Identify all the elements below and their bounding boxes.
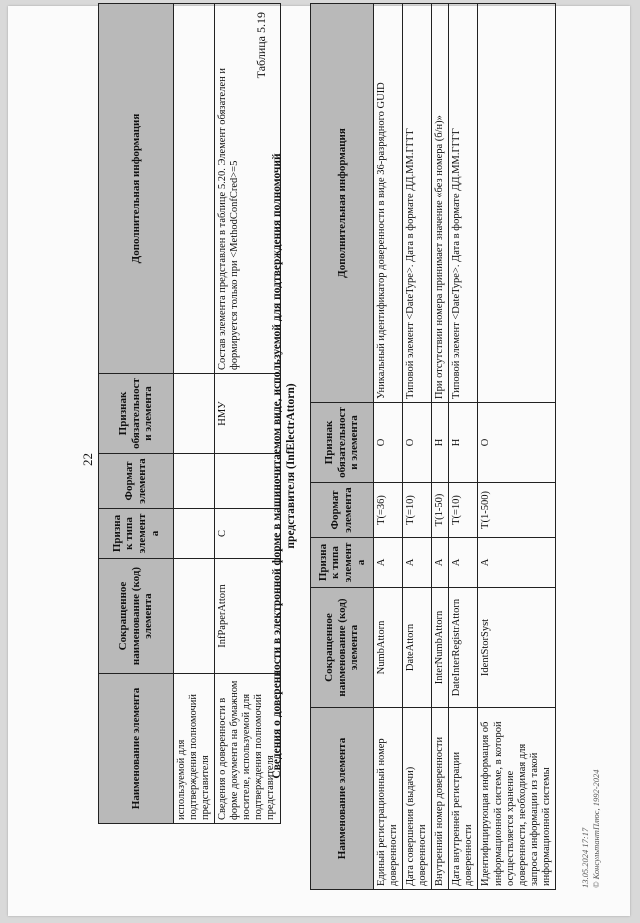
table-cell: [174, 559, 215, 674]
header-cell: Признак типа элемента: [99, 509, 174, 559]
header-cell: Наименование элемента: [311, 708, 374, 890]
table-cell: А: [403, 538, 432, 588]
header-cell: Признак обязательности элемента: [99, 374, 174, 454]
header-cell: Дополнительная информация: [311, 4, 374, 403]
table-row: [449, 4, 478, 890]
header-cell: Формат элемента: [311, 483, 374, 538]
stamp-date: 13.05.2024 17:17: [580, 827, 590, 888]
table-cell: InterNumbAttorn: [432, 588, 449, 708]
table-cell: [174, 4, 215, 374]
table-cell: T(=10): [449, 483, 478, 538]
table-cell: [174, 509, 215, 559]
table-cell: [174, 454, 215, 509]
header-cell: Дополнительная информация: [99, 4, 174, 374]
header-cell: Признак обязательности элемента: [311, 403, 374, 483]
table-cell: О: [478, 403, 555, 483]
table-header-row: [311, 4, 374, 890]
table-cell: T(=36): [374, 483, 403, 538]
document-page: [8, 6, 630, 916]
table-cell: Типовой элемент <DateType>. Дата в формате ДД.ММ.ГГГГ: [403, 4, 432, 403]
table-cell: T(1-500): [478, 483, 555, 538]
table-cell: Идентифицирующая информация об информационной системе, в которой осуществляется хранение доверенности, необходимая для запроса информации из такой информационной системы: [478, 708, 555, 890]
table-cell: Типовой элемент <DateType>. Дата в формате ДД.ММ.ГГГГ: [449, 4, 478, 403]
table-cell: используемой для подтверждения полномочий представителя: [174, 674, 215, 824]
table-cell: T(1-50): [432, 483, 449, 538]
table-cell: А: [432, 538, 449, 588]
table-cell: Дата совершения (выдачи) доверенности: [403, 708, 432, 890]
header-cell: Формат элемента: [99, 454, 174, 509]
table-cell: NumbAttorn: [374, 588, 403, 708]
table-caption: Таблица 5.19: [254, 12, 268, 79]
table-cell: При отсутствии номера принимает значение «без номера (б/н)»: [432, 4, 449, 403]
table-row: [432, 4, 449, 890]
table-cell: А: [449, 538, 478, 588]
table-cell: Дата внутренней регистрации доверенности: [449, 708, 478, 890]
table-cell: Сведения о доверенности в форме документа на бумажном носителе, используемой для подтверждения полномочий представителя: [215, 674, 280, 824]
table-cell: О: [403, 403, 432, 483]
header-cell: Сокращенное наименование (код) элемента: [99, 559, 174, 674]
table-cell: Внутренний номер доверенности: [432, 708, 449, 890]
table-cell: О: [374, 403, 403, 483]
table-cell: DateAttorn: [403, 588, 432, 708]
table-cell: Н: [449, 403, 478, 483]
rotated-content: [8, 6, 630, 916]
table-cell: С: [215, 509, 280, 559]
table-cell: А: [374, 538, 403, 588]
table-cell: T(=10): [403, 483, 432, 538]
table-cell: [174, 374, 215, 454]
table-cell: DateInterRegistrAttorn: [449, 588, 478, 708]
stamp-source: © КонсультантПлюс, 1992-2024: [591, 769, 602, 888]
table-cell: Состав элемента представлен в таблице 5.20. Элемент обязателен и формируется только при <MethodConfCred>=5: [215, 4, 280, 374]
page-number: 22: [80, 453, 95, 466]
header-cell: Сокращенное наименование (код) элемента: [311, 588, 374, 708]
header-cell: Признак типа элемента: [311, 538, 374, 588]
print-stamp: [580, 769, 602, 888]
table-cell: Н: [432, 403, 449, 483]
table-title: Сведения о доверенности в электронной форме в машиночитаемом виде, используемой для подтверждения полномочий представителя (InfElectrAttorn): [271, 153, 298, 779]
attorney-table: [310, 3, 556, 890]
table-header-row: [99, 4, 174, 824]
table-cell: А: [478, 538, 555, 588]
table-row: [174, 4, 215, 824]
table-cell: InfPaperAttorn: [215, 559, 280, 674]
table-row: [374, 4, 403, 890]
table-row: [478, 4, 555, 890]
table-continued: [98, 3, 281, 824]
table-cell: Уникальный идентификатор доверенности в виде 36-разрядного GUID: [374, 4, 403, 403]
table-cell: [478, 4, 555, 403]
table-row: [403, 4, 432, 890]
table-cell: IdentStorSyst: [478, 588, 555, 708]
header-cell: Наименование элемента: [99, 674, 174, 824]
table-cell: Единый регистрационный номер доверенности: [374, 708, 403, 890]
table-cell: НМУ: [215, 374, 280, 454]
